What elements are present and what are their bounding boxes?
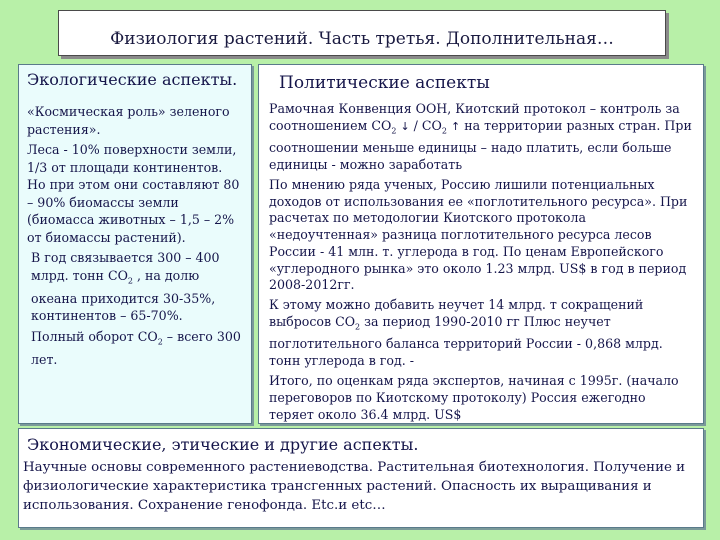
political-heading: Политические аспекты: [279, 73, 490, 93]
up-arrow-icon: ↑: [450, 119, 461, 133]
slide-title-box: [58, 10, 666, 56]
economic-aspects-panel: [18, 428, 704, 528]
political-paragraph-3: К этому можно добавить неучет 14 млрд. т сокращений выбросов $CO_2$ за период 1990-2010 гг Плюс неучет поглотительного баланса территорий России - 0,868 млрд. тонн углерода в год. -: [269, 297, 663, 369]
down-arrow-icon: ↓: [400, 119, 410, 133]
economic-text: Научные основы современного растениеводства. Растительная биотехнология. Получение и физиологические характеристика трансгенных растений. Опасность их выращивания и использования. Сохранение генофонда. Etc.и etc…: [23, 460, 686, 513]
political-paragraph-1: Рамочная Конвенция ООН, Киотский протокол – контроль за соотношением $CO_2$ ↓ / $CO_2$ ↑ на территории разных стран. При соотношении меньше единицы – надо платить, если больше единицы - можно заработать: [269, 101, 692, 172]
ecological-paragraph-1: «Космическая роль» зеленого растения».: [27, 104, 230, 137]
ecological-heading: Экологические аспекты.: [27, 70, 238, 89]
political-paragraph-4: Итого, по оценкам ряда экспертов, начиная с 1995г. (начало переговоров по Киотскому протоколу) Россия ежегодно теряет около 36.4 млрд. US$: [269, 372, 679, 422]
political-aspects-panel: [258, 64, 704, 424]
economic-heading: Экономические, этические и другие аспекты.: [27, 435, 419, 454]
political-paragraph-2: По мнению ряда ученых, Россию лишили потенциальных доходов от использования ее «поглотительного ресурса». При расчетах по методологии Киотского протокола «недоучтенная» разница поглотительного ресурса лесов России - 41 млн. т. углерода в год. По ценам Европейского «углеродного рынка» это около 1.23 млрд. US$ в год в период 2008-2012гг.: [269, 176, 688, 293]
ecological-paragraph-3: В год связывается 300 – 400 млрд. тонн $CO_2$ , на долю океана приходится 30-35%, континентов – 65-70%.: [31, 250, 220, 324]
ecological-paragraph-2: Леса - 10% поверхности земли, 1/3 от площади континентов. Но при этом они составляют 80 – 90% биомассы земли (биомасса животных – 1,5 – 2% от биомассы растений).: [27, 142, 240, 245]
ecological-paragraph-4: Полный оборот $CO_2$ – всего 300 лет.: [31, 328, 241, 367]
ecological-aspects-panel: [18, 64, 252, 424]
slide-title: Физиология растений. Часть третья. Дополнительная…: [110, 29, 614, 49]
